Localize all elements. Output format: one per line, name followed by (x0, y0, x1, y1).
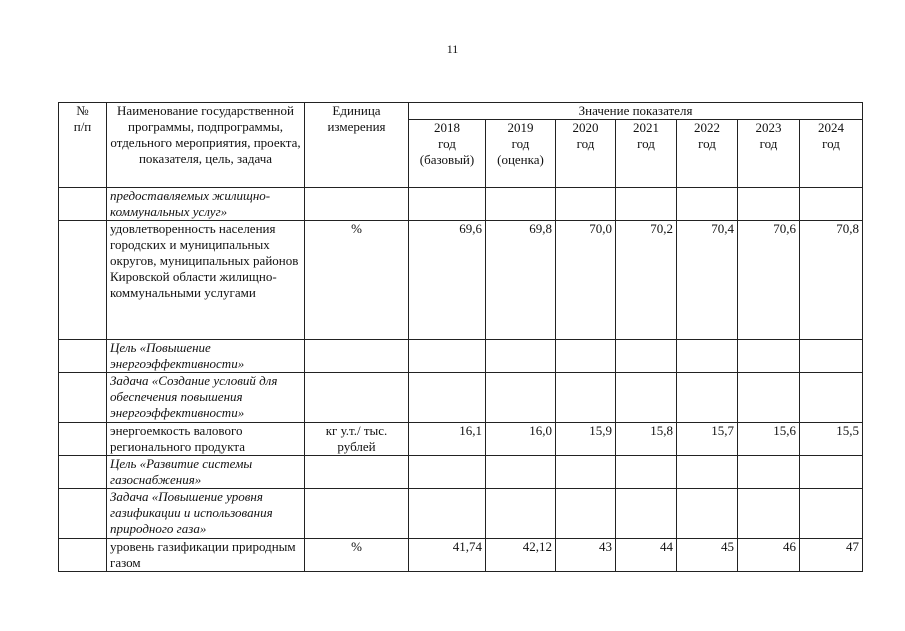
value-cell-2022 (677, 340, 738, 373)
value-cell-2020 (556, 340, 616, 373)
value-cell-2018 (409, 489, 486, 539)
value-cell-2024 (800, 456, 863, 489)
value-cell-2023: 70,6 (738, 221, 800, 340)
value-cell-2019: 69,8 (486, 221, 556, 340)
value-cell-2021 (616, 456, 677, 489)
value-cell-2018: 41,74 (409, 539, 486, 572)
header-year-year: 2022 (694, 120, 720, 135)
value-cell-2024 (800, 373, 863, 423)
indicator-name: предоставляемых жилищно-коммунальных услуг» (107, 188, 305, 221)
header-year-4 (677, 120, 738, 188)
row-number-cell (59, 539, 107, 572)
header-year-line2: год (576, 136, 595, 151)
indicator-name: Цель «Развитие системы газоснабжения» (107, 456, 305, 489)
value-cell-2019: 16,0 (486, 423, 556, 456)
unit-cell (305, 340, 409, 373)
value-cell-2023 (738, 373, 800, 423)
header-name: Наименование государственной программы, подпрограммы, отдельного мероприятия, проекта, показателя, цель, задача (107, 103, 305, 188)
value-cell-2023 (738, 489, 800, 539)
unit-cell (305, 373, 409, 423)
value-cell-2019 (486, 373, 556, 423)
value-cell-2023 (738, 340, 800, 373)
value-cell-2022: 15,7 (677, 423, 738, 456)
table-row (59, 489, 863, 539)
unit-cell (305, 489, 409, 539)
indicator-name: Цель «Повышение энергоэффективности» (107, 340, 305, 373)
row-number-cell (59, 456, 107, 489)
header-year-6 (800, 120, 863, 188)
indicator-name: уровень газификации природным газом (107, 539, 305, 572)
value-cell-2018 (409, 340, 486, 373)
row-number-cell (59, 221, 107, 340)
value-cell-2021 (616, 188, 677, 221)
row-number-cell (59, 340, 107, 373)
value-cell-2024 (800, 489, 863, 539)
unit-cell (305, 456, 409, 489)
header-year-1 (486, 120, 556, 188)
value-cell-2023 (738, 456, 800, 489)
unit-cell: % (305, 221, 409, 340)
indicator-name: энергоемкость валового регионального продукта (107, 423, 305, 456)
header-year-year: 2018 (434, 120, 460, 135)
value-cell-2022 (677, 188, 738, 221)
header-year-line2: год (822, 136, 840, 151)
value-cell-2024: 15,5 (800, 423, 863, 456)
value-cell-2020: 43 (556, 539, 616, 572)
header-year-year: 2021 (633, 120, 659, 135)
header-year-year: 2020 (572, 120, 599, 135)
header-year-2 (556, 120, 616, 188)
indicator-name: Задача «Создание условий для обеспечения повышения энергоэффективности» (107, 373, 305, 423)
value-cell-2020: 15,9 (556, 423, 616, 456)
value-cell-2024: 47 (800, 539, 863, 572)
value-cell-2021 (616, 373, 677, 423)
value-cell-2024 (800, 188, 863, 221)
header-year-line2: год (637, 136, 655, 151)
value-cell-2021: 15,8 (616, 423, 677, 456)
table-row (59, 340, 863, 373)
row-number-cell (59, 188, 107, 221)
indicator-name: удовлетворенность населения городских и муниципальных округов, муниципальных районов Кировской области жилищно-коммунальными услугами (107, 221, 305, 340)
header-year-year: 2023 (755, 120, 782, 135)
table-row (59, 539, 863, 572)
page-number: 11 (446, 42, 459, 56)
value-cell-2018: 16,1 (409, 423, 486, 456)
value-cell-2021: 44 (616, 539, 677, 572)
value-cell-2019 (486, 188, 556, 221)
value-cell-2018 (409, 188, 486, 221)
unit-cell: % (305, 539, 409, 572)
header-year-year: 2024 (818, 120, 845, 135)
header-year-line2: год (698, 136, 716, 151)
value-cell-2022 (677, 489, 738, 539)
header-year-year: 2019 (507, 120, 534, 135)
unit-cell: кг у.т./ тыс. рублей (305, 423, 409, 456)
value-cell-2019 (486, 340, 556, 373)
table-row (59, 188, 863, 221)
row-number-cell (59, 373, 107, 423)
header-number: № п/п (59, 103, 107, 188)
value-cell-2020 (556, 373, 616, 423)
value-cell-2021 (616, 489, 677, 539)
table-row (59, 423, 863, 456)
value-cell-2022: 45 (677, 539, 738, 572)
value-cell-2018 (409, 456, 486, 489)
header-value-group: Значение показателя (409, 103, 863, 120)
value-cell-2022 (677, 456, 738, 489)
value-cell-2019: 42,12 (486, 539, 556, 572)
table-row (59, 221, 863, 340)
value-cell-2023: 15,6 (738, 423, 800, 456)
indicator-name: Задача «Повышение уровня газификации и использования природного газа» (107, 489, 305, 539)
table-row (59, 373, 863, 423)
value-cell-2021: 70,2 (616, 221, 677, 340)
value-cell-2021 (616, 340, 677, 373)
value-cell-2018 (409, 373, 486, 423)
value-cell-2023: 46 (738, 539, 800, 572)
row-number-cell (59, 423, 107, 456)
table-row (59, 456, 863, 489)
value-cell-2024 (800, 340, 863, 373)
header-year-0 (409, 120, 486, 188)
value-cell-2022: 70,4 (677, 221, 738, 340)
header-year-line3: (оценка) (497, 152, 544, 167)
header-year-line2: год (511, 136, 530, 151)
value-cell-2022 (677, 373, 738, 423)
header-year-3 (616, 120, 677, 188)
header-year-5 (738, 120, 800, 188)
header-year-line2: год (438, 136, 456, 151)
header-year-line3: (базовый) (419, 152, 475, 167)
header-unit: Единица измерения (305, 103, 409, 188)
indicator-table (58, 102, 863, 572)
row-number-cell (59, 489, 107, 539)
value-cell-2023 (738, 188, 800, 221)
value-cell-2020: 70,0 (556, 221, 616, 340)
value-cell-2018: 69,6 (409, 221, 486, 340)
value-cell-2024: 70,8 (800, 221, 863, 340)
value-cell-2020 (556, 188, 616, 221)
value-cell-2020 (556, 489, 616, 539)
unit-cell (305, 188, 409, 221)
value-cell-2019 (486, 456, 556, 489)
value-cell-2019 (486, 489, 556, 539)
value-cell-2020 (556, 456, 616, 489)
header-year-line2: год (759, 136, 778, 151)
